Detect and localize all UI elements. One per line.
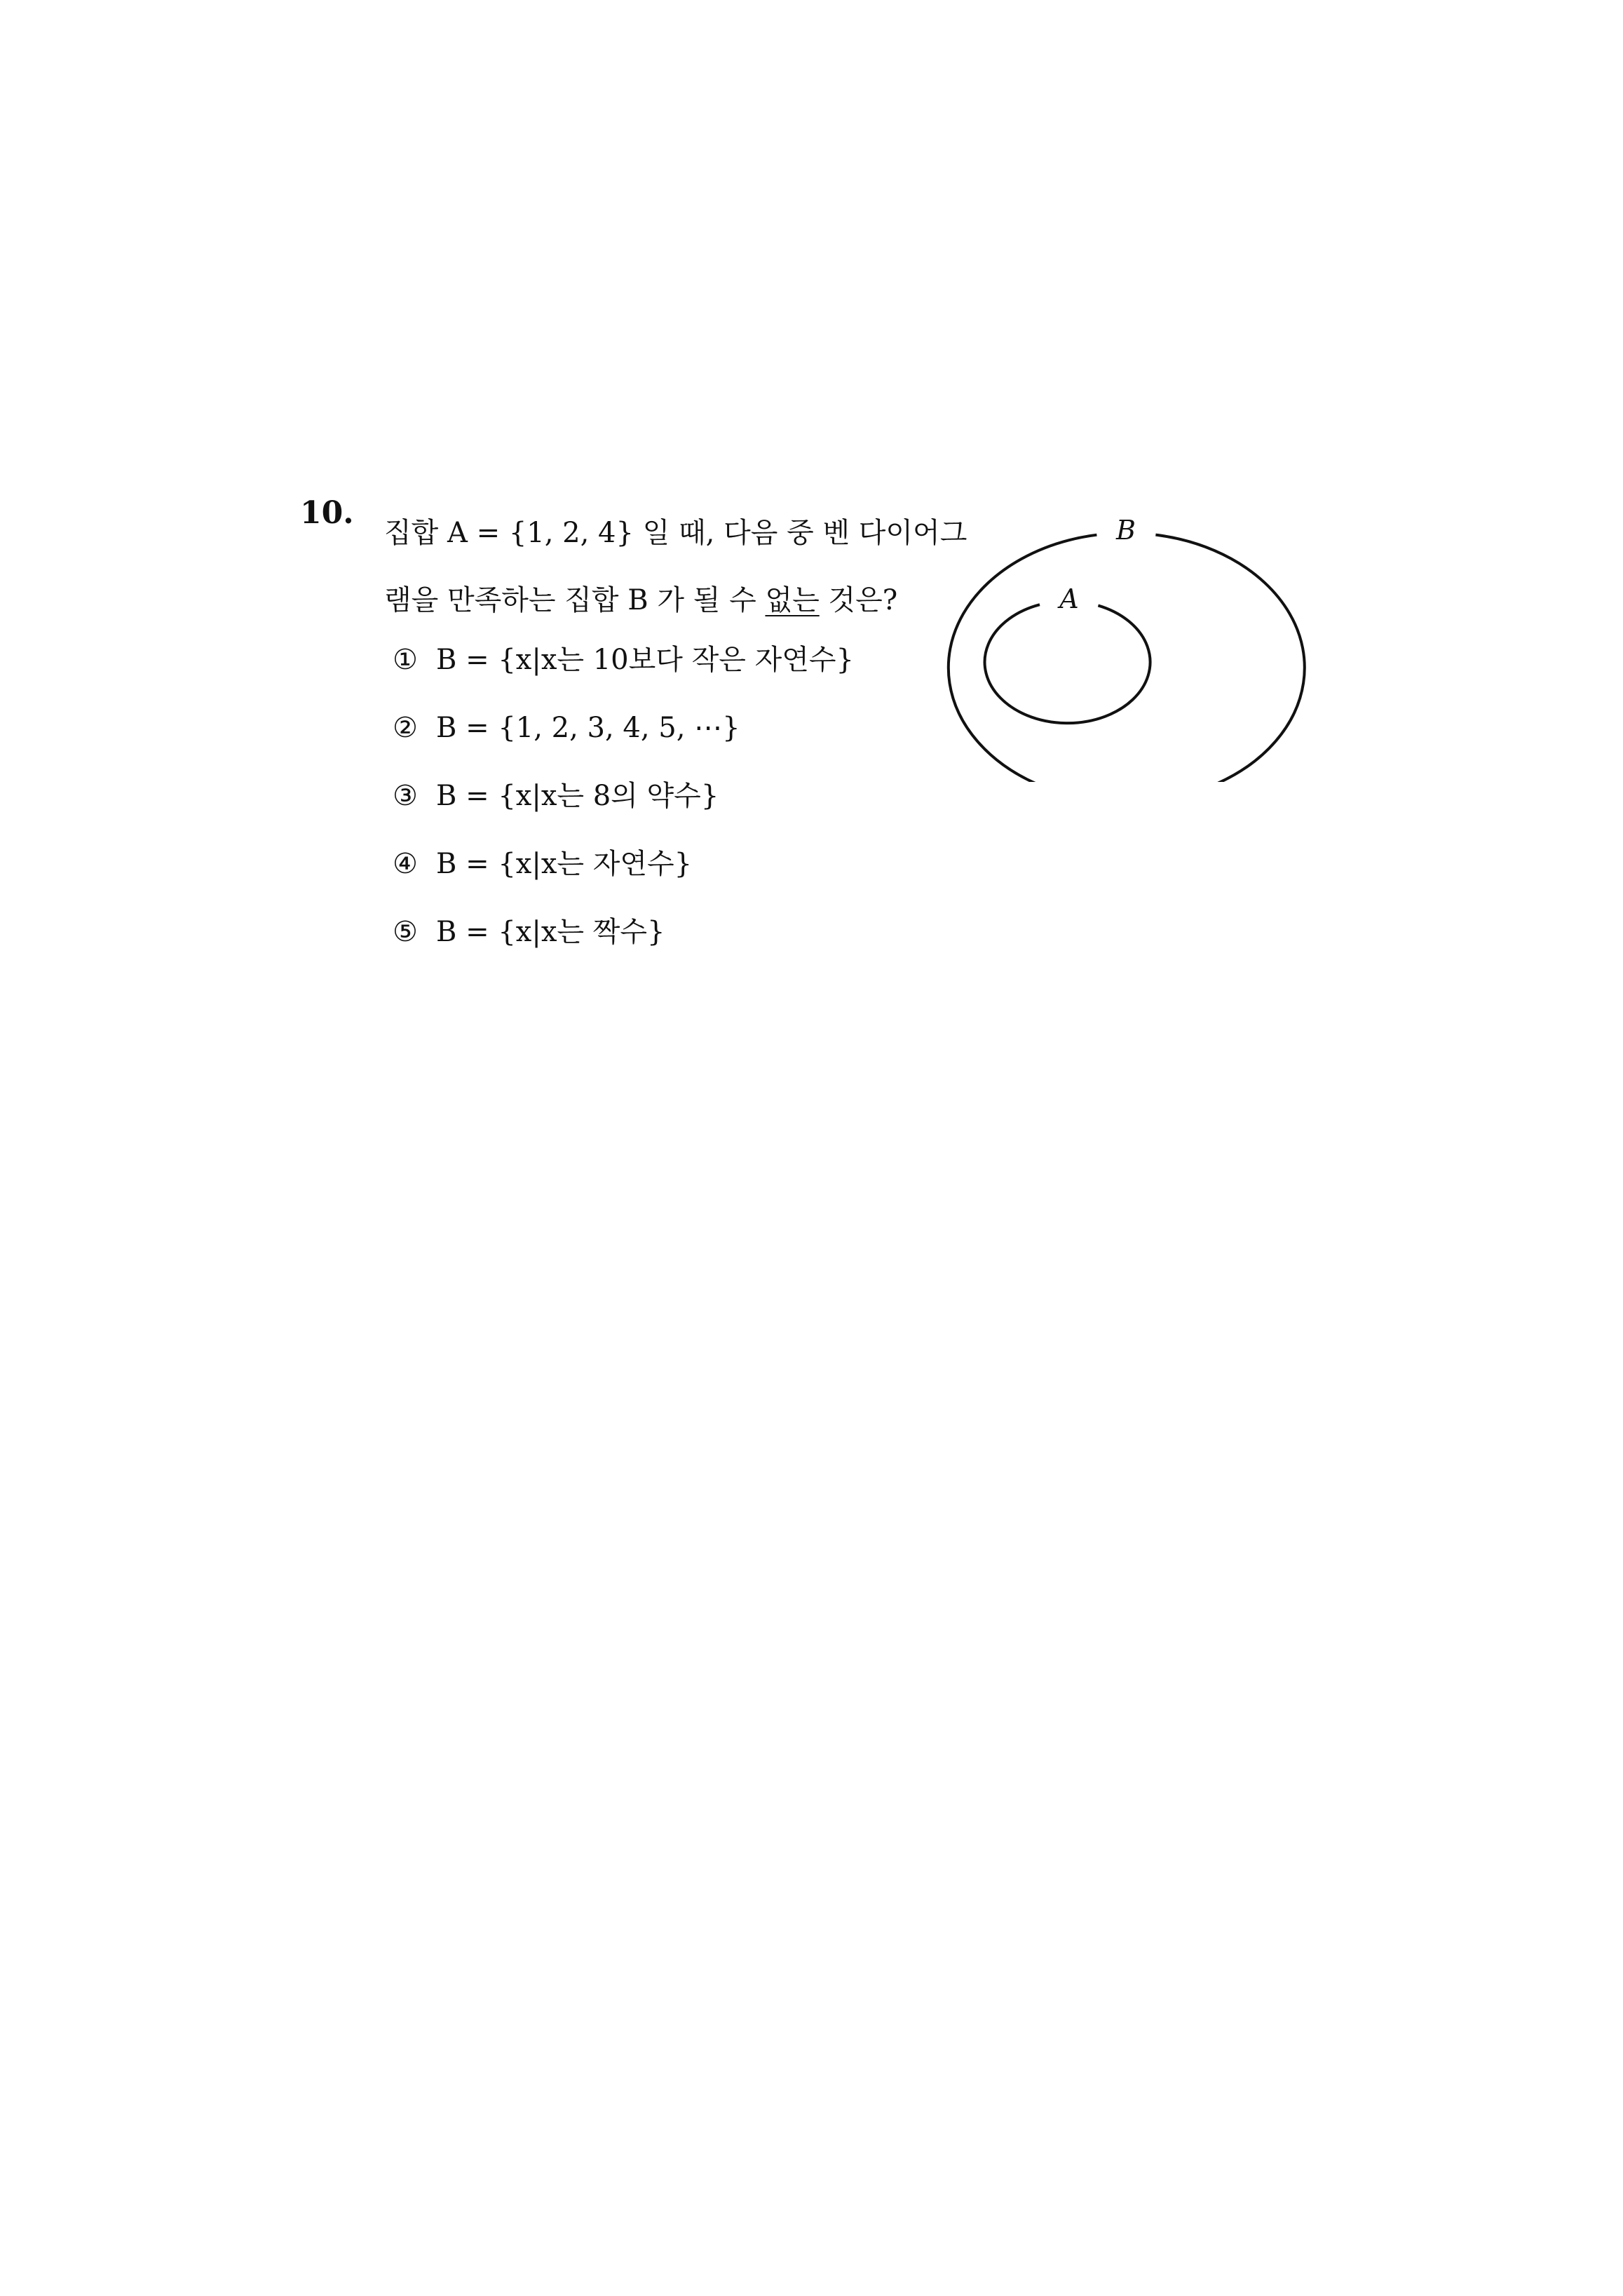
choice-5-text: B = {x|x는 짝수} [436, 916, 665, 948]
set-a-ellipse [985, 605, 1150, 723]
choice-4-marker: ④ [393, 848, 418, 880]
set-a-label: A [1059, 583, 1079, 614]
stem-line-2 [384, 567, 967, 634]
choice-4-text: B = {x|x는 자연수} [436, 848, 693, 880]
choice-1-marker: ① [393, 644, 418, 676]
problem-stem [384, 499, 967, 634]
stem-line-1 [384, 499, 967, 567]
problem-number: 10. [300, 495, 354, 531]
choice-2[interactable] [393, 705, 854, 773]
choice-4[interactable] [393, 841, 854, 909]
stem-line-1-text: 집합 A = {1, 2, 4} 일 때, 다음 중 벤 다이어그 [384, 517, 967, 549]
choice-1-text: B = {x|x는 10보다 작은 자연수} [436, 644, 854, 676]
set-b-ellipse [949, 535, 1305, 782]
choice-5-marker: ⑤ [393, 916, 418, 948]
choice-1[interactable] [393, 637, 854, 705]
stem-line-2-before: 램을 만족하는 집합 B 가 될 수 [384, 584, 766, 616]
venn-diagram [932, 501, 1325, 782]
choice-3-text: B = {x|x는 8의 약수} [436, 780, 719, 812]
stem-line-2-after: 것은? [819, 584, 898, 616]
choice-3-marker: ③ [393, 780, 418, 812]
answer-choices [393, 637, 854, 977]
choice-2-marker: ② [393, 712, 418, 744]
stem-emphasis-underlined: 없는 [765, 584, 820, 616]
set-b-label: B [1116, 515, 1136, 546]
choice-3[interactable] [393, 773, 854, 841]
choice-5[interactable] [393, 909, 854, 977]
choice-2-text: B = {1, 2, 3, 4, 5, ⋯} [436, 712, 740, 744]
